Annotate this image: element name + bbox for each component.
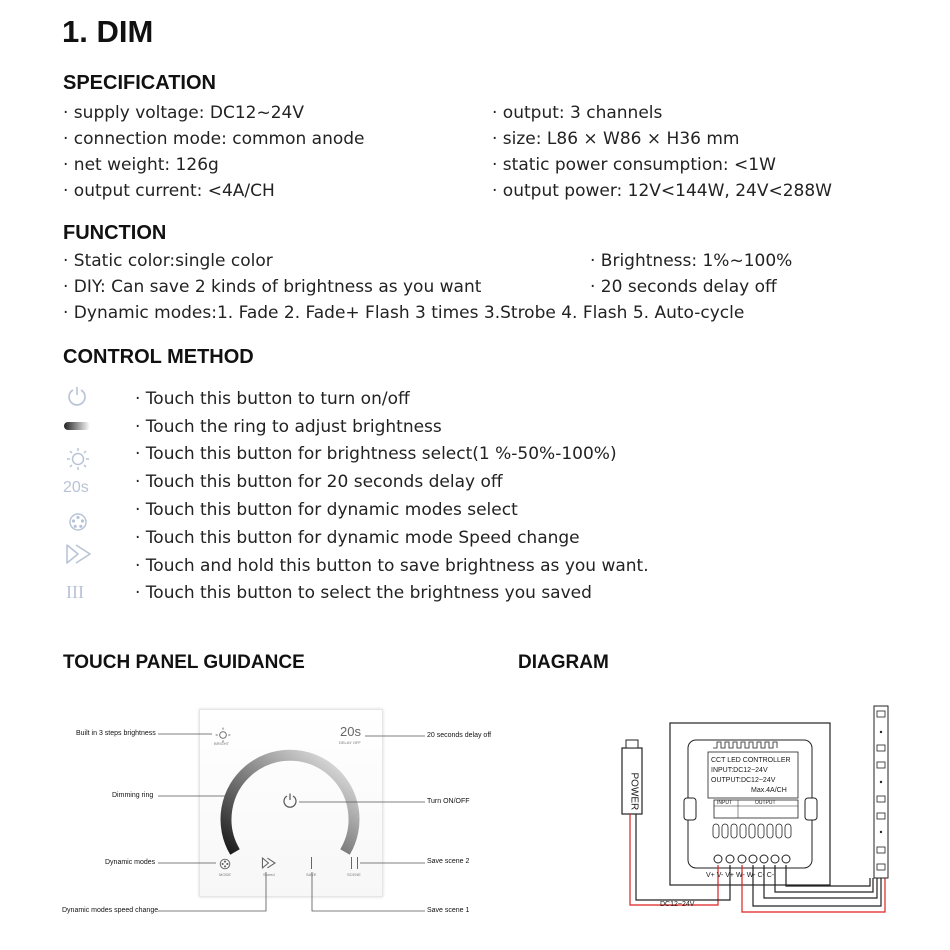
panel-caption: DELAY OFF: [339, 740, 361, 745]
power-label: POWER: [628, 772, 640, 811]
scene-icon: III: [66, 582, 84, 602]
function-line: · Dynamic modes:1. Fade 2. Fade+ Flash 3 times 3.Strobe 4. Flash 5. Auto-cycle: [63, 303, 745, 323]
power-icon: [66, 385, 88, 407]
output-label: OUTPUT: [755, 800, 776, 806]
function-line: · DIY: Can save 2 kinds of brightness as you want: [63, 277, 482, 297]
spec-line: · supply voltage: DC12~24V: [63, 103, 304, 123]
control-heading: CONTROL METHOD: [63, 346, 254, 368]
timer-20s-icon: 20s: [63, 479, 89, 496]
callout-label: Built in 3 steps brightness: [76, 730, 156, 737]
wiring-diagram: [600, 700, 900, 920]
panel-heading: TOUCH PANEL GUIDANCE: [63, 652, 305, 673]
controller-line: OUTPUT:DC12~24V: [711, 777, 776, 784]
terminal-labels: V+ V- V+ W- W- C- C-: [706, 872, 775, 879]
control-item: · Touch this button for dynamic modes select: [135, 500, 518, 520]
controller-line: Max.4A/CH: [751, 787, 787, 794]
function-line: · Brightness: 1%~100%: [590, 251, 793, 271]
controller-line: INPUT:DC12~24V: [711, 767, 768, 774]
control-item: · Touch this button for dynamic mode Speed change: [135, 528, 580, 548]
voltage-label: DC12~24V: [660, 901, 695, 908]
sun-icon: [66, 447, 90, 471]
spec-line: · output current: <4A/CH: [63, 181, 275, 201]
spec-line: · size: L86 × W86 × H36 mm: [492, 129, 740, 149]
panel-caption: BRIGHT: [214, 741, 230, 746]
input-label: INPUT: [717, 800, 732, 806]
control-item: · Touch this button to turn on/off: [135, 389, 410, 409]
speed-icon: [65, 543, 93, 565]
function-heading: FUNCTION: [63, 222, 167, 244]
control-item: · Touch the ring to adjust brightness: [135, 417, 442, 437]
dimming-ring-icon: [63, 420, 91, 432]
controller-label: [711, 756, 791, 796]
panel-caption: SAVE: [306, 872, 317, 877]
spec-line: · connection mode: common anode: [63, 129, 365, 149]
callout-label: Dynamic modes speed change: [62, 907, 159, 914]
specification-heading: SPECIFICATION: [63, 72, 216, 94]
spec-line: · output: 3 channels: [492, 103, 663, 123]
callout-label: Save scene 2: [427, 858, 470, 865]
callout-label: Turn ON/OFF: [427, 798, 470, 805]
spec-line: · static power consumption: <1W: [492, 155, 776, 175]
spec-line: · net weight: 126g: [63, 155, 219, 175]
dynamic-mode-icon: [68, 512, 88, 532]
panel-caption: MODE: [219, 872, 231, 877]
function-line: · 20 seconds delay off: [590, 277, 777, 297]
diagram-heading: DIAGRAM: [518, 652, 609, 673]
function-line: · Static color:single color: [63, 251, 273, 271]
callout-label: Dynamic modes: [105, 859, 156, 866]
callout-label: 20 seconds delay off: [427, 732, 492, 739]
page-title: 1. DIM: [62, 14, 154, 49]
panel-caption: SCENE: [347, 872, 361, 877]
callout-label: Save scene 1: [427, 907, 470, 914]
control-item: · Touch this button for brightness select(1 %-50%-100%): [135, 444, 617, 464]
panel-caption: Speed: [263, 872, 275, 877]
control-item: · Touch and hold this button to save brightness as you want.: [135, 556, 649, 576]
control-item: · Touch this button for 20 seconds delay off: [135, 472, 503, 492]
spec-line: · output power: 12V<144W, 24V<288W: [492, 181, 832, 201]
panel-delay-button[interactable]: 20s: [340, 724, 361, 739]
callout-label: Dimming ring: [112, 792, 154, 799]
control-item: · Touch this button to select the brightness you saved: [135, 583, 592, 603]
controller-line: CCT LED CONTROLLER: [711, 757, 791, 764]
